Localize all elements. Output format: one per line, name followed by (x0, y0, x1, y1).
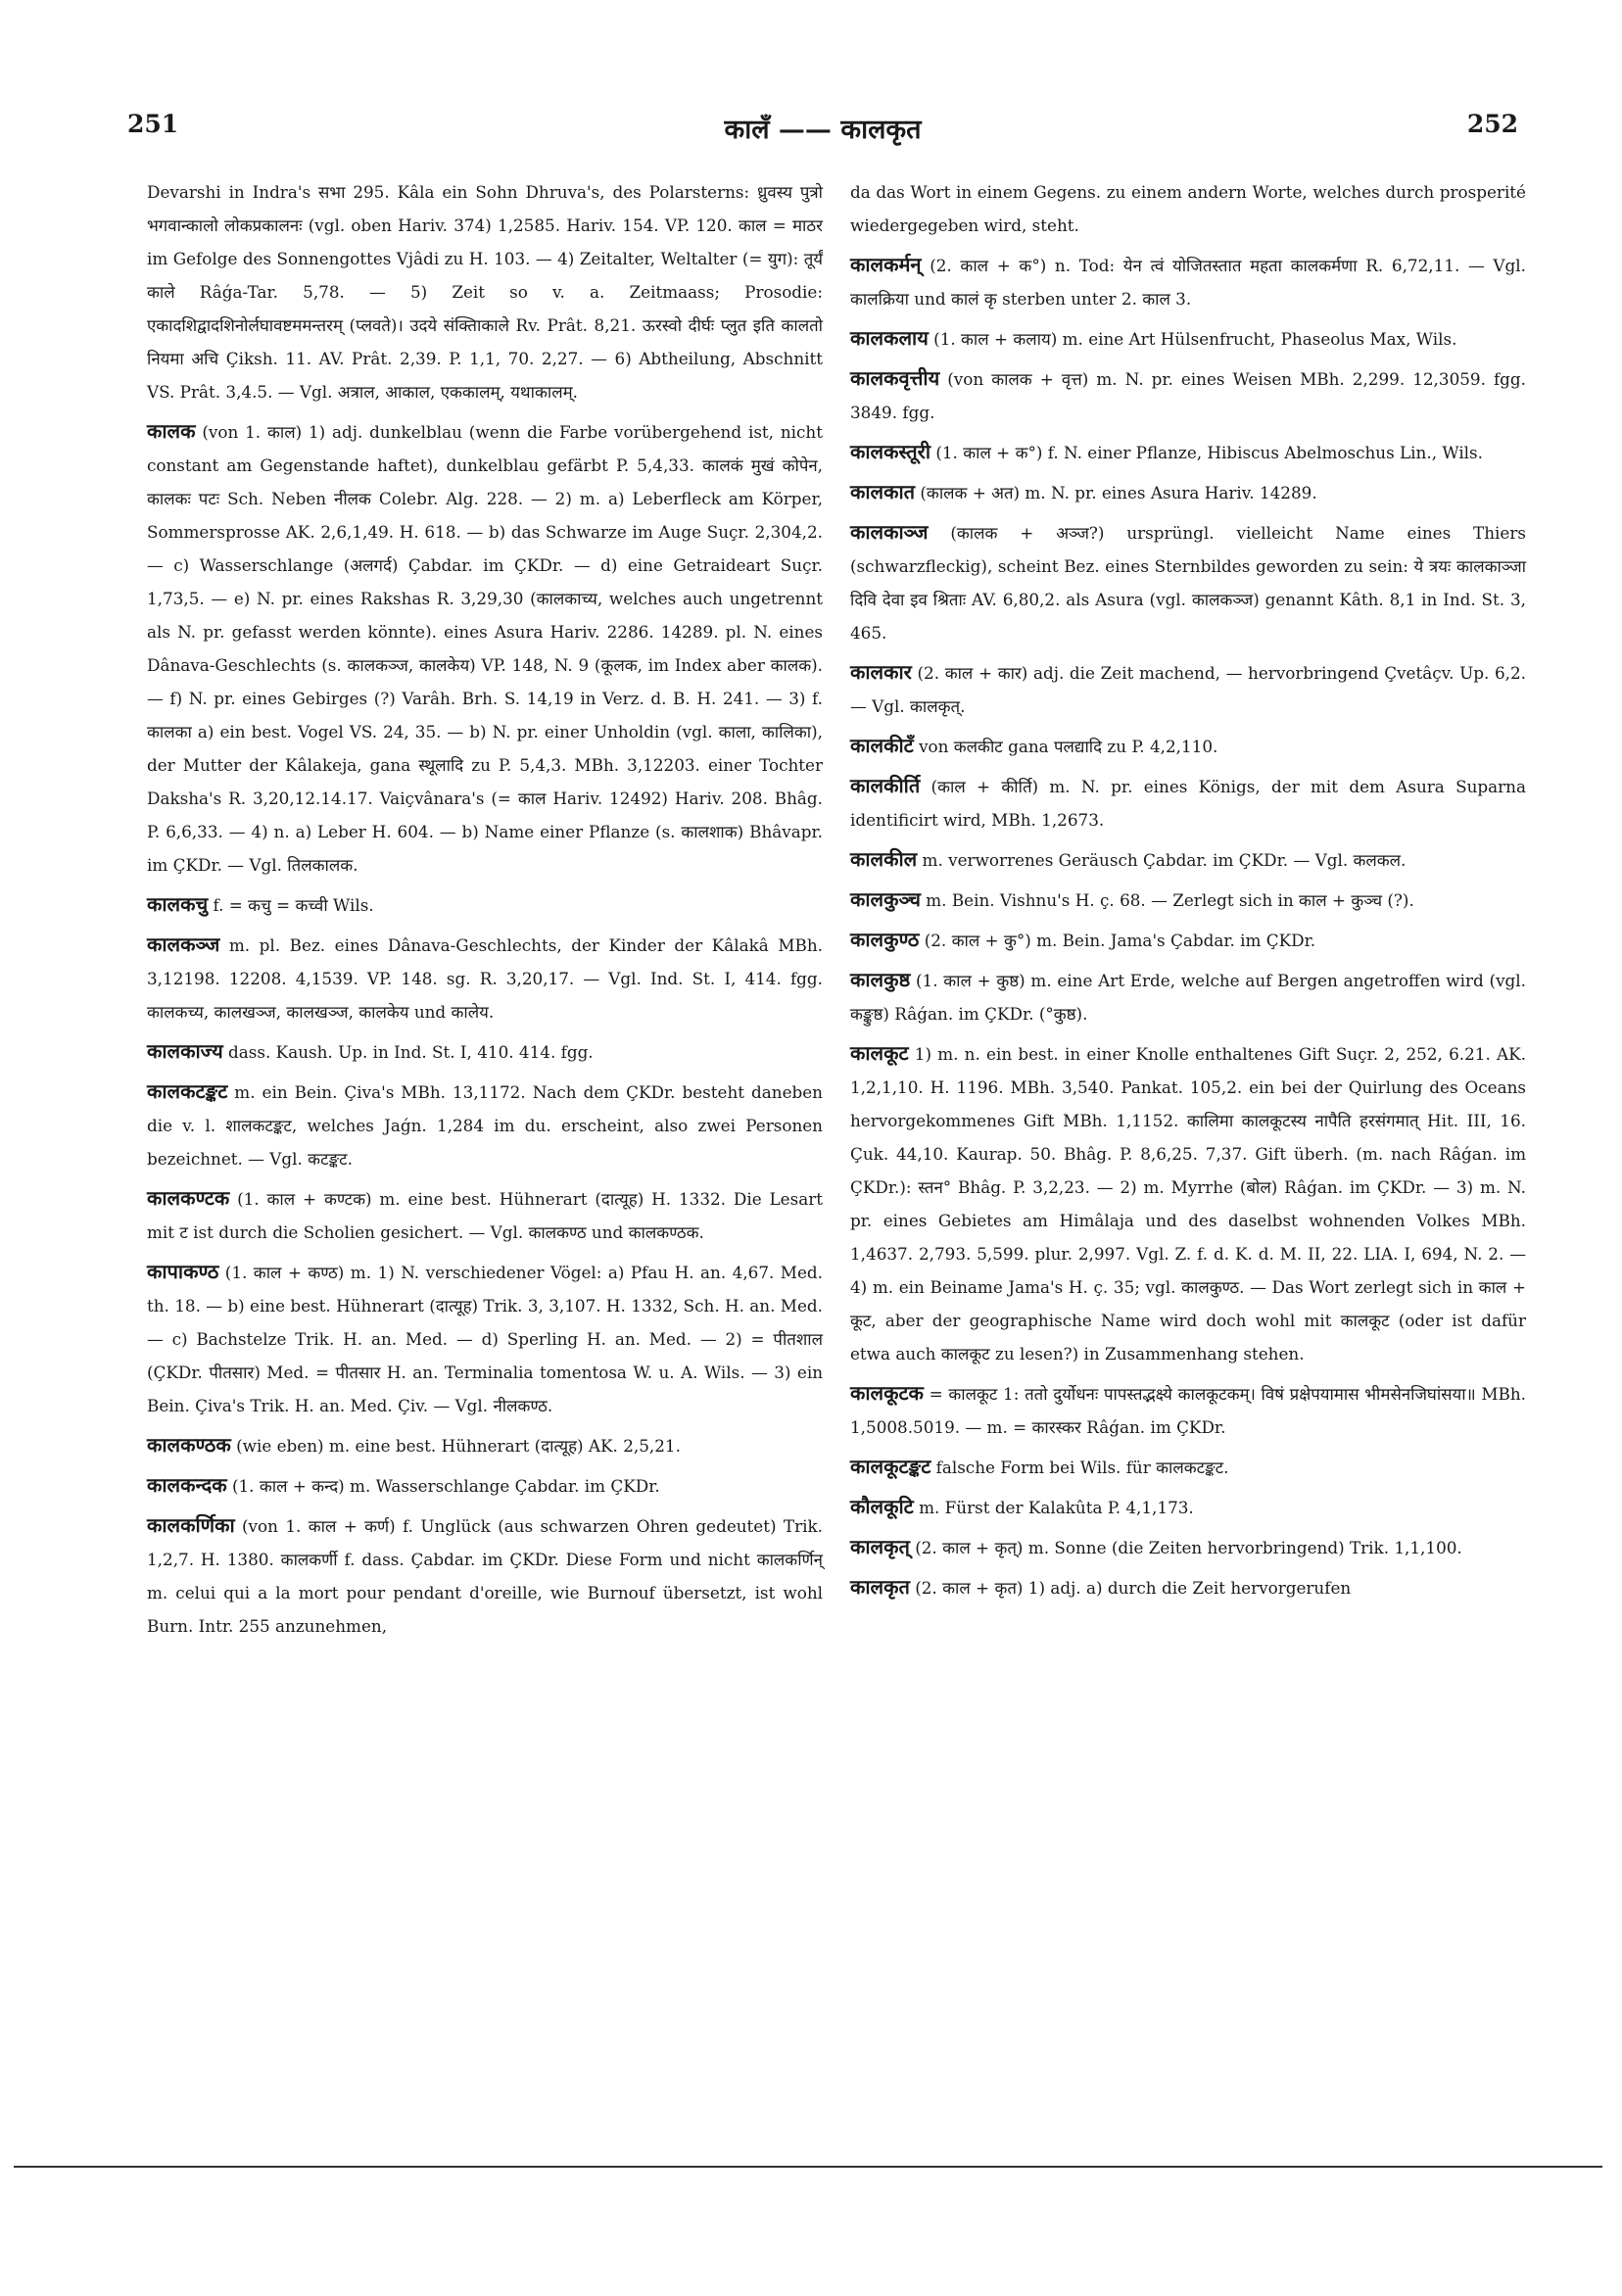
entry-headword: कालकीर्ति (850, 774, 921, 797)
entry-text: (1. काल + कण्टक) m. eine best. Hühnerart (दात्यूह) H. 1332. Die Lesart mit ट ist durch die Scholien gesichert. — Vgl. कालकण्ठ und कालकण्ठक. (147, 1189, 823, 1242)
entry-headword: कालकृत् (850, 1535, 910, 1558)
page-number-right: 252 (1466, 110, 1518, 138)
entry-headword: कालकलाय (850, 326, 929, 350)
entry-headword: कालकर्णिका (147, 1513, 235, 1537)
entry-text: (1. काल + कलाय) m. eine Art Hülsenfrucht, Phaseolus Max, Wils. (928, 329, 1457, 349)
entry-headword: कालकञ्ज (147, 933, 220, 956)
dictionary-entry (147, 1468, 823, 1503)
entry-headword: कालकचु (147, 892, 209, 916)
dictionary-entry (850, 1376, 1526, 1444)
entry-headword: कालकर्मन् (850, 253, 922, 276)
dictionary-entry (147, 1075, 823, 1175)
dictionary-entry (850, 963, 1526, 1030)
entry-text: 1) m. n. ein best. in einer Knolle enthaltenes Gift Suçr. 2, 252, 6.21. AK. 1,2,1,10. H. 1196. MBh. 3,540. Pankat. 105,2. ein bei der Quirlung des Oceans hervorgekommenes Gift MBh. 1,1152. कालिमा कालकूटस्य नापैति हरसंगमात् Hit. III, 16. Çuk. 44,10. Kaurap. 50. Bhâg. P. 8,6,25. 7,37. Gift überh. (m. nach Râǵan. im ÇKDr.): स्तन° Bhâg. P. 3,2,23. — 2) m. Myrrhe (बोल) Râǵan. im ÇKDr. — 3) m. N. pr. eines Gebietes am Himâlaja und des daselbst wohnenden Volkes MBh. 1,4637. 2,793. 5,599. plur. 2,997. Vgl. Z. f. d. K. d. M. II, 22. LIA. I, 694, N. 2. — 4) m. ein Beiname Jama's H. ç. 35; vgl. कालकुण्ठ. — Das Wort zerlegt sich in काल + कूट, aber der geographische Name wird doch wohl mit कालकूट (oder ist dafür etwa auch कालकूट zu lesen?) in Zusammenhang stehen. (850, 1044, 1526, 1363)
entry-text: falsche Form bei Wils. für कालकटङ्कट. (930, 1458, 1229, 1477)
entry-text: = कालकूट 1: ततो दुर्योधनः पापस्तद्भक्ष्ये कालकूटकम्। विषं प्रक्षेपयामास भीमसेनजिघांसया॥ MBh. 1,5008.5019. — m. = कारस्कर Râǵan. im ÇKDr. (850, 1384, 1526, 1437)
dictionary-entry (850, 1570, 1526, 1604)
page-number-left: 251 (127, 110, 179, 138)
entry-headword: कालकवृत्तीय (850, 366, 940, 390)
entry-text: (1. काल + कण्ठ) m. 1) N. verschiedener Vögel: a) Pfau H. an. 4,67. Med. th. 18. — b) eine best. Hühnerart (दात्यूह) Trik. 3, 3,107. H. 1332, Sch. H. an. Med. — c) Bachstelze Trik. H. an. Med. — d) Sperling H. an. Med. — 2) = पीतशाल (ÇKDr. पीतसार) Med. = पीतसार H. an. Terminalia tomentosa W. u. A. Wils. — 3) ein Bein. Çiva's Trik. H. an. Med. Çiv. — Vgl. नीलकण्ठ. (147, 1263, 823, 1415)
entry-text: (2. काल + कृत) 1) adj. a) durch die Zeit hervorgerufen (909, 1578, 1352, 1598)
entry-text: (1. काल + कुष्ठ) m. eine Art Erde, welche auf Bergen angetroffen wird (vgl. कङ्कुष्ठ) Râǵan. im ÇKDr. (°कुष्ठ). (850, 971, 1526, 1024)
entry-text: (2. काल + कु°) m. Bein. Jama's Çabdar. im ÇKDr. (919, 931, 1316, 950)
entry-text: (von कालक + वृत्त) m. N. pr. eines Weisen MBh. 2,299. 12,3059. fgg. 3849. fgg. (850, 369, 1526, 422)
entry-text: m. verworrenes Geräusch Çabdar. im ÇKDr. — Vgl. कलकल. (917, 850, 1407, 870)
entry-headword: कालकाज्य (147, 1039, 223, 1063)
page-header (127, 110, 1518, 157)
dictionary-entry (850, 655, 1526, 723)
dictionary-entry (850, 923, 1526, 957)
entry-text: (काल + कीर्ति) m. N. pr. eines Königs, der mit dem Asura Suparna identificirt wird, MBh. 1,2673. (850, 777, 1526, 830)
entry-headword: कालकूट (850, 1041, 909, 1065)
entry-text: (von 1. काल) 1) adj. dunkelblau (wenn die Farbe vorübergehend ist, nicht constant am Gegenstande haftet), dunkelblau gefärbt P. 5,4,33. कालकं मुखं कोपेन, कालकः पटः Sch. Neben नीलक Colebr. Alg. 228. — 2) m. a) Leberfleck am Körper, Sommersprosse AK. 2,6,1,49. H. 618. — b) das Schwarze im Auge Suçr. 2,304,2. — c) Wasserschlange (अलगर्द) Çabdar. im ÇKDr. — d) eine Getraideart Suçr. 1,73,5. — e) N. pr. eines Rakshas R. 3,29,30 (कालकाच्य, welches auch ungetrennt als N. pr. gefasst werden könnte). eines Asura Hariv. 2286. 14289. pl. N. eines Dânava-Geschlechts (s. कालकञ्ज, कालकेय) VP. 148, N. 9 (कूलक, im Index aber कालक). — f) N. pr. eines Gebirges (?) Varâh. Brh. S. 14,19 in Verz. d. B. H. 241. — 3) f. कालका a) ein best. Vogel VS. 24, 35. — b) N. pr. einer Unholdin (vgl. काला, कालिका), der Mutter der Kâlakeja, gana स्थूलादि zu P. 5,4,3. MBh. 3,12203. einer Tochter Daksha's R. 3,20,12.14.17. Vaiçvânara's (= काल Hariv. 12492) Hariv. 208. Bhâg. P. 6,6,33. — 4) n. a) Leber H. 604. — b) Name einer Pflanze (s. कालशाक) Bhâvapr. im ÇKDr. — Vgl. तिलकालक. (147, 422, 823, 875)
dictionary-entry (850, 515, 1526, 649)
entry-text: (2. काल + क°) n. Tod: येन त्वं योजितस्तात महता कालकर्मणा R. 6,72,11. — Vgl. कालक्रिया und कालं कृ sterben unter 2. काल 3. (850, 256, 1526, 309)
entry-headword: कालकण्ठक (147, 1433, 231, 1457)
entry-headword: कालकील (850, 847, 918, 871)
entry-headword: कालकन्दक (147, 1473, 227, 1497)
entry-text: m. pl. Bez. eines Dânava-Geschlechts, der Kinder der Kâlakâ MBh. 3,12198. 12208. 4,1539. VP. 148. sg. R. 3,20,17. — Vgl. Ind. St. I, 414. fgg. कालकच्य, कालखञ्ज, कालखञ्ज, कालकेय und कालेय. (147, 935, 823, 1022)
entry-headword: कौलकूटि (850, 1495, 914, 1518)
dictionary-entry (850, 1490, 1526, 1524)
dictionary-entry (147, 174, 823, 408)
entry-text: (2. काल + कार) adj. die Zeit machend, — hervorbringend Çvetâçv. Up. 6,2. — Vgl. कालकृत्. (850, 663, 1526, 716)
entry-text: von कलकीट gana पलद्यादि zu P. 4,2,110. (913, 737, 1218, 756)
entry-text: Devarshi in Indra's सभा 295. Kâla ein Sohn Dhruva's, des Polarsterns: ध्रुवस्य पुत्रो भगवान्कालो लोकप्रकालनः (vgl. oben Hariv. 374) 1,2585. Hariv. 154. VP. 120. काल = माठर im Gefolge des Sonnengottes Vjâdi zu H. 103. — 4) Zeitalter, Weltalter (= युग): तूर्यं काले Râǵa-Tar. 5,78. — 5) Zeit so v. a. Zeitmaass; Prosodie: एकादशिद्वादशिनोर्लघावष्टममन्तरम् (प्लवते)। उदये संक्तिाकाले Rv. Prât. 8,21. ऊरस्वो दीर्घः प्लुत इति कालतो नियमा अचि Çiksh. 11. AV. Prât. 2,39. P. 1,1, 70. 2,27. — 6) Abtheilung, Abschnitt VS. Prât. 3,4.5. — Vgl. अत्राल, आकाल, एककालम्, यथाकालम्. (147, 182, 823, 402)
dictionary-entry (850, 769, 1526, 837)
entry-text: f. = कचु = कच्वी Wils. (208, 895, 374, 915)
dictionary-entry (850, 475, 1526, 509)
left-column (147, 174, 823, 1649)
footer-rule (14, 2166, 1602, 2168)
entry-headword: कालकाञ्ज (850, 520, 929, 544)
running-title: कालँ —— कालकृत (724, 115, 922, 145)
entry-headword: कालक (147, 419, 196, 443)
entry-text: (wie eben) m. eine best. Hühnerart (दात्यूह) AK. 2,5,21. (230, 1436, 681, 1456)
dictionary-entry (850, 729, 1526, 763)
entry-headword: कालकात (850, 480, 916, 503)
entry-headword: कापाकण्ठ (147, 1260, 219, 1283)
dictionary-entry (850, 248, 1526, 315)
entry-headword: कालकटङ्कट (147, 1079, 228, 1103)
entry-headword: कालकस्तूरी (850, 440, 930, 463)
entry-text: (2. काल + कृत्) m. Sonne (die Zeiten hervorbringend) Trik. 1,1,100. (909, 1538, 1462, 1557)
entry-headword: कालकृत (850, 1575, 910, 1599)
dictionary-entry (850, 361, 1526, 429)
right-column (850, 174, 1526, 1610)
dictionary-entry (850, 842, 1526, 877)
entry-headword: कालकण्टक (147, 1186, 230, 1210)
entry-text: m. ein Bein. Çiva's MBh. 13,1172. Nach dem ÇKDr. besteht daneben die v. l. शालकटङ्कट, welches Jaǵn. 1,284 im du. erscheint, also zwei Personen bezeichnet. — Vgl. कटङ्कट. (147, 1082, 823, 1169)
dictionary-entry (147, 928, 823, 1028)
entry-headword: कालकार (850, 660, 912, 684)
dictionary-entry (147, 1428, 823, 1462)
dictionary-entry (850, 883, 1526, 917)
entry-text: m. Bein. Vishnu's H. ç. 68. — Zerlegt sich in काल + कुञ्च (?). (920, 890, 1414, 910)
entry-headword: कालकूटक (850, 1381, 924, 1405)
dictionary-entry (850, 321, 1526, 356)
dictionary-entry (147, 887, 823, 922)
entry-text: (कालक + अञ्ज?) ursprüngl. vielleicht Name eines Thiers (schwarzfleckig), scheint Bez. eines Sternbildes geworden zu sein: ये त्रयः कालकाञ्जा दिवि देवा इव श्रिताः AV. 6,80,2. als Asura (vgl. कालकञ्ज) genannt Kâth. 8,1 in Ind. St. 3, 465. (850, 523, 1526, 643)
entry-text: (1. काल + क°) f. N. einer Pflanze, Hibiscus Abelmoschus Lin., Wils. (930, 443, 1483, 462)
entry-headword: कालकुण्ठ (850, 928, 920, 951)
entry-text: m. Fürst der Kalakûta P. 4,1,173. (913, 1498, 1194, 1517)
dictionary-entry (850, 1530, 1526, 1564)
entry-text: da das Wort in einem Gegens. zu einem andern Worte, welches durch prosperité wiedergegeben wird, steht. (850, 182, 1526, 235)
dictionary-entry (147, 1508, 823, 1643)
entry-text: dass. Kaush. Up. in Ind. St. I, 410. 414. fgg. (222, 1042, 594, 1062)
entry-text: (कालक + अत) m. N. pr. eines Asura Hariv. 14289. (915, 483, 1317, 502)
entry-text: (1. काल + कन्द) m. Wasserschlange Çabdar. im ÇKDr. (226, 1476, 660, 1496)
entry-headword: कालकुष्ठ (850, 968, 911, 991)
dictionary-entry (850, 1036, 1526, 1370)
entry-headword: कालकूटङ्कट (850, 1455, 931, 1478)
entry-headword: कालकुञ्च (850, 887, 921, 911)
dictionary-entry (850, 174, 1526, 242)
dictionary-entry (147, 1034, 823, 1069)
entry-headword: कालकीटँ (850, 734, 914, 757)
dictionary-entry (147, 1255, 823, 1422)
dictionary-entry (147, 414, 823, 882)
dictionary-entry (850, 435, 1526, 469)
dictionary-entry (147, 1181, 823, 1249)
dictionary-entry (850, 1450, 1526, 1484)
entry-text: (von 1. काल + कर्ण) f. Unglück (aus schwarzen Ohren gedeutet) Trik. 1,2,7. H. 1380. कालकर्णी f. dass. Çabdar. im ÇKDr. Diese Form und nicht कालकर्णिन् m. celui qui a la mort pour pendant d'oreille, wie Burnouf übersetzt, ist wohl Burn. Intr. 255 anzunehmen, (147, 1516, 823, 1636)
